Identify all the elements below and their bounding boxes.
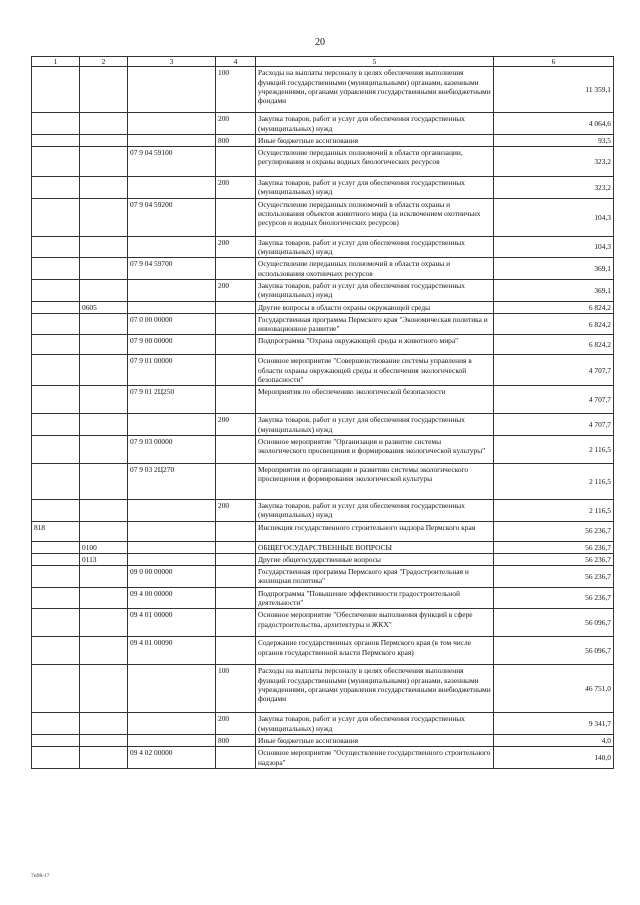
cell-c6: 6 824,2 [494,335,614,355]
table-row [32,587,614,609]
cell-c4 [216,258,256,280]
cell-c2 [80,435,128,463]
cell-c3 [128,499,216,521]
cell-c3 [128,113,216,135]
cell-c3 [128,279,216,301]
cell-c6: 2 116,5 [494,463,614,499]
table-row [32,637,614,665]
cell-c2 [80,566,128,588]
cell-c3: 07 9 04 59200 [128,198,216,236]
cell-c2 [80,386,128,414]
cell-c3 [128,67,216,113]
header-col-4: 4 [216,57,256,67]
cell-c4 [216,147,256,177]
cell-c5: Закупка товаров, работ и услуг для обеспечения государственных (муниципальных) нужд [256,113,494,135]
cell-c6: 56 236,7 [494,587,614,609]
table-row [32,67,614,113]
cell-c4 [216,435,256,463]
cell-c2 [80,258,128,280]
cell-c2 [80,587,128,609]
cell-c1 [32,313,80,335]
cell-c1 [32,258,80,280]
cell-c4 [216,335,256,355]
cell-c5: Инспекция государственного строительного надзора Пермского края [256,521,494,541]
cell-c3 [128,177,216,199]
cell-c3: 09 0 00 00000 [128,566,216,588]
cell-c3: 07 9 03 2Ц270 [128,463,216,499]
cell-c2 [80,313,128,335]
cell-c5: Основное мероприятие "Обеспечение выполнения функций в сфере градостроительства, архитектуры и ЖКХ" [256,609,494,637]
table-row [32,147,614,177]
cell-c4: 800 [216,134,256,146]
cell-c3: 07 0 00 00000 [128,313,216,335]
cell-c4 [216,521,256,541]
cell-c5: Осуществление переданных полномочий в области охраны и использования объектов животного мира (за исключением охотничьих ресурсов и водных биологических ресурсов) [256,198,494,236]
cell-c1 [32,463,80,499]
cell-c3: 07 9 04 59100 [128,147,216,177]
cell-c3: 09 4 00 00000 [128,587,216,609]
cell-c4 [216,566,256,588]
cell-c3 [128,134,216,146]
cell-c5: ОБЩЕГОСУДАРСТВЕННЫЕ ВОПРОСЫ [256,541,494,553]
cell-c5: Закупка товаров, работ и услуг для обеспечения государственных (муниципальных) нужд [256,499,494,521]
cell-c6: 4 707,7 [494,355,614,386]
cell-c1 [32,335,80,355]
cell-c4: 200 [216,713,256,735]
table-row [32,313,614,335]
cell-c5: Расходы на выплаты персоналу в целях обеспечения выполнения функций государственными (муниципальными) органами, казенными учреждениями, органами управления государственными внебюджетными фондами [256,67,494,113]
cell-c6: 369,1 [494,258,614,280]
cell-c3: 07 9 01 2Ц250 [128,386,216,414]
cell-c1 [32,355,80,386]
cell-c1 [32,435,80,463]
cell-c4 [216,637,256,665]
cell-c1 [32,713,80,735]
cell-c1 [32,301,80,313]
cell-c5: Другие общегосударственные вопросы [256,553,494,565]
cell-c1 [32,553,80,565]
cell-c5: Подпрограмма "Охрана окружающей среды и животного мира" [256,335,494,355]
cell-c5: Мероприятия по обеспечению экологической безопасности [256,386,494,414]
cell-c5: Закупка товаров, работ и услуг для обеспечения государственных (муниципальных) нужд [256,279,494,301]
cell-c1 [32,541,80,553]
cell-c5: Подпрограмма "Повышение эффективности градостроительной деятельности" [256,587,494,609]
cell-c1 [32,734,80,746]
cell-c1 [32,499,80,521]
cell-c6: 56 236,7 [494,553,614,565]
cell-c5: Закупка товаров, работ и услуг для обеспечения государственных (муниципальных) нужд [256,236,494,258]
cell-c1 [32,587,80,609]
cell-c5: Основное мероприятие "Совершенствование системы управления в области охраны окружающей среды и обеспечения экологической безопасности" [256,355,494,386]
cell-c2 [80,463,128,499]
cell-c5: Основное мероприятие "Осуществление государственного строительного надзора" [256,747,494,769]
cell-c1 [32,637,80,665]
cell-c6: 4 707,7 [494,414,614,436]
cell-c1 [32,414,80,436]
cell-c3: 09 4 01 00090 [128,637,216,665]
page-number: 20 [315,37,325,48]
cell-c4 [216,541,256,553]
cell-c2 [80,236,128,258]
cell-c5: Осуществление переданных полномочий в области охраны и использования охотничьих ресурсов [256,258,494,280]
cell-c2 [80,67,128,113]
cell-c6: 56 236,7 [494,521,614,541]
cell-c4: 800 [216,734,256,746]
cell-c2 [80,335,128,355]
cell-c3: 09 4 01 00000 [128,609,216,637]
cell-c6: 2 116,5 [494,435,614,463]
cell-c5: Иные бюджетные ассигнования [256,134,494,146]
cell-c1 [32,134,80,146]
cell-c6: 4 707,7 [494,386,614,414]
cell-c6: 93,5 [494,134,614,146]
cell-c6: 104,3 [494,236,614,258]
cell-c6: 56 236,7 [494,541,614,553]
cell-c2 [80,414,128,436]
cell-c5: Закупка товаров, работ и услуг для обеспечения государственных (муниципальных) нужд [256,414,494,436]
cell-c3: 07 9 03 00000 [128,435,216,463]
cell-c2: 0100 [80,541,128,553]
cell-c4 [216,587,256,609]
cell-c4 [216,553,256,565]
table-row [32,435,614,463]
table-row [32,134,614,146]
cell-c4 [216,463,256,499]
cell-c4: 200 [216,113,256,135]
cell-c4 [216,386,256,414]
cell-c3: 09 4 02 00000 [128,747,216,769]
cell-c4 [216,747,256,769]
cell-c2 [80,713,128,735]
cell-c3 [128,553,216,565]
header-col-1: 1 [32,57,80,67]
cell-c2 [80,177,128,199]
cell-c5: Мероприятия по организации и развитию системы экологического просвещения и формирования экологической культуры [256,463,494,499]
table-row [32,734,614,746]
cell-c5: Государственная программа Пермского края "Экономическая политика и инновационное развитие" [256,313,494,335]
cell-c3: 07 9 01 00000 [128,355,216,386]
cell-c3 [128,521,216,541]
cell-c2 [80,637,128,665]
cell-c6: 9 341,7 [494,713,614,735]
table-row [32,301,614,313]
cell-c2 [80,665,128,713]
cell-c6: 56 236,7 [494,566,614,588]
table-row [32,236,614,258]
table-row [32,553,614,565]
budget-table [31,56,614,769]
cell-c2 [80,521,128,541]
cell-c1 [32,177,80,199]
header-col-5: 5 [256,57,494,67]
cell-c5: Иные бюджетные ассигнования [256,734,494,746]
table-row [32,177,614,199]
cell-c1 [32,236,80,258]
table-row [32,335,614,355]
cell-c2 [80,113,128,135]
cell-c2: 0605 [80,301,128,313]
cell-c6: 140,0 [494,747,614,769]
cell-c4: 200 [216,279,256,301]
cell-c1 [32,609,80,637]
table-row [32,355,614,386]
cell-c2 [80,609,128,637]
cell-c6: 46 751,0 [494,665,614,713]
table-row [32,258,614,280]
cell-c1 [32,147,80,177]
table-row [32,279,614,301]
cell-c1 [32,67,80,113]
cell-c1 [32,665,80,713]
cell-c1 [32,566,80,588]
cell-c6: 6 824,2 [494,301,614,313]
table-row [32,386,614,414]
cell-c6: 104,3 [494,198,614,236]
cell-c6: 4,0 [494,734,614,746]
cell-c1 [32,279,80,301]
cell-c4 [216,301,256,313]
table-row [32,665,614,713]
cell-c5: Содержание государственных органов Пермского края (в том числе органов государственной власти Пермского края) [256,637,494,665]
cell-c6: 6 824,2 [494,313,614,335]
cell-c4 [216,355,256,386]
cell-c5: Государственная программа Пермского края "Градостроительная и жилищная политика" [256,566,494,588]
table-row [32,566,614,588]
cell-c2 [80,499,128,521]
cell-c1 [32,113,80,135]
cell-c5: Закупка товаров, работ и услуг для обеспечения государственных (муниципальных) нужд [256,713,494,735]
cell-c3: 07 9 00 00000 [128,335,216,355]
cell-c4 [216,313,256,335]
header-col-6: 6 [494,57,614,67]
table-row [32,113,614,135]
document-code: 7н98-17 [31,873,50,879]
cell-c3 [128,713,216,735]
table-row [32,747,614,769]
cell-c5: Другие вопросы в области охраны окружающей среды [256,301,494,313]
cell-c5: Закупка товаров, работ и услуг для обеспечения государственных (муниципальных) нужд [256,177,494,199]
cell-c5: Осуществление переданных полномочий в области организации, регулирования и охраны водных биологических ресурсов [256,147,494,177]
cell-c6: 56 096,7 [494,637,614,665]
cell-c6: 369,1 [494,279,614,301]
cell-c3 [128,414,216,436]
cell-c2 [80,147,128,177]
table-row [32,541,614,553]
cell-c6: 323,2 [494,147,614,177]
cell-c4: 100 [216,67,256,113]
table-header-row [32,57,614,67]
table-row [32,463,614,499]
cell-c3 [128,665,216,713]
cell-c2 [80,134,128,146]
cell-c4: 200 [216,499,256,521]
table-row [32,198,614,236]
cell-c6: 11 359,1 [494,67,614,113]
cell-c4: 200 [216,414,256,436]
cell-c2 [80,747,128,769]
cell-c5: Расходы на выплаты персоналу в целях обеспечения выполнения функций государственными (муниципальными) органами, казенными учреждениями, органами управления государственными внебюджетными фондами [256,665,494,713]
cell-c1 [32,386,80,414]
cell-c6: 323,2 [494,177,614,199]
cell-c4 [216,198,256,236]
table-row [32,521,614,541]
cell-c4 [216,609,256,637]
cell-c3: 07 9 04 59700 [128,258,216,280]
cell-c3 [128,301,216,313]
cell-c2 [80,734,128,746]
cell-c2 [80,279,128,301]
cell-c3 [128,734,216,746]
table-row [32,609,614,637]
header-col-3: 3 [128,57,216,67]
table-body [32,67,614,769]
cell-c2 [80,355,128,386]
cell-c2: 0113 [80,553,128,565]
cell-c6: 56 096,7 [494,609,614,637]
table-row [32,414,614,436]
cell-c1 [32,747,80,769]
cell-c1: 818 [32,521,80,541]
cell-c1 [32,198,80,236]
table-row [32,713,614,735]
cell-c5: Основное мероприятие "Организация и развитие системы экологического просвещения и формирования экологической культуры" [256,435,494,463]
cell-c3 [128,236,216,258]
cell-c2 [80,198,128,236]
cell-c4: 200 [216,236,256,258]
table-row [32,499,614,521]
cell-c6: 2 116,5 [494,499,614,521]
cell-c6: 4 064,6 [494,113,614,135]
cell-c4: 200 [216,177,256,199]
cell-c3 [128,541,216,553]
cell-c4: 100 [216,665,256,713]
header-col-2: 2 [80,57,128,67]
